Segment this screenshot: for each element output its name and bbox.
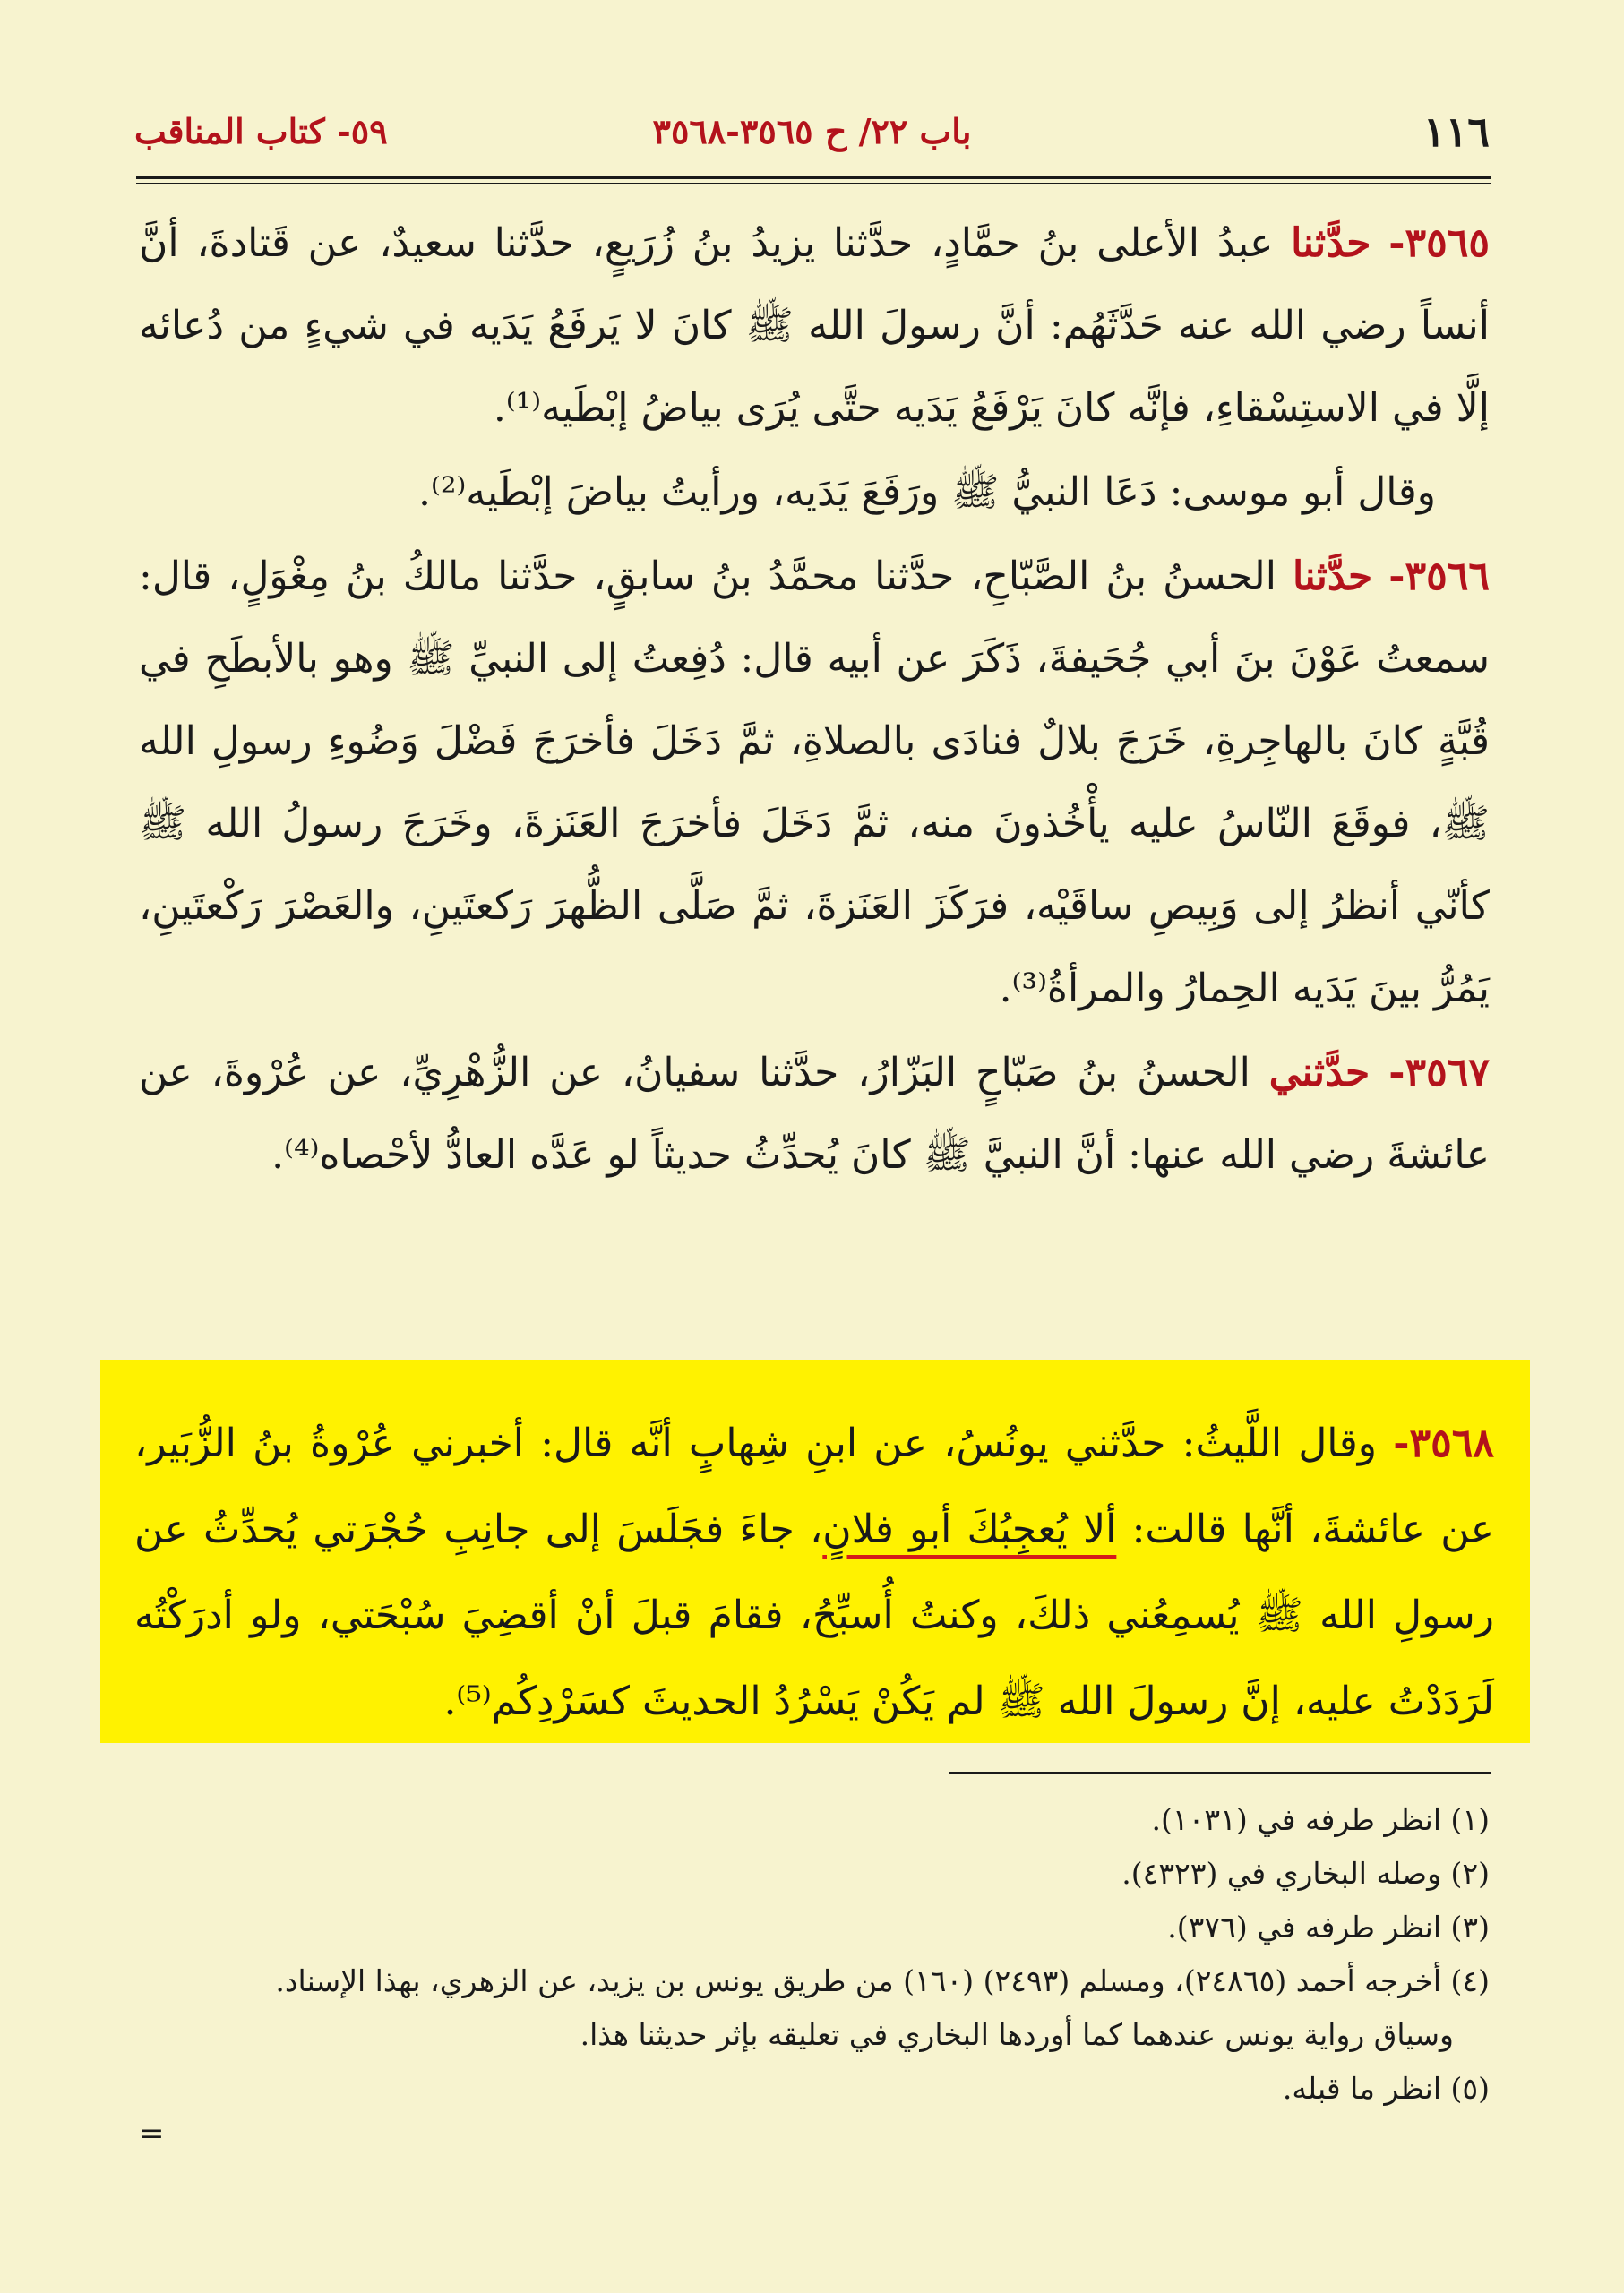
hadith-text: وقال أبو موسى: دَعَا النبيُّ ﷺ ورَفَعَ يَدَيه، ورأيتُ بياضَ إبْطَيه⁽²⁾. [418,469,1436,515]
hadith-number: ٣٥٦٥- [1388,220,1490,266]
hadith-text-before: وقال اللَّيثُ: حدَّثني يونُسُ، عن ابنِ شِهابٍ أنَّه قال: أخبرني عُرْوةُ بنُ الزُّبَير، عن عائشةَ، أنَّها قالت: [134,1421,1494,1552]
hadith-text: الحسنُ بنُ الصَّبّاحِ، حدَّثنا محمَّدُ بنُ سابقٍ، حدَّثنا مالكُ بنُ مِغْوَلٍ، قال: سمعتُ عَوْنَ بنَ أبي جُحَيفةَ، ذَكَرَ عن أبيه قال: دُفِعتُ إلى النبيِّ ﷺ وهو بالأبطَحِ في قُبَّةٍ كانَ بالهاجِرةِ، خَرَجَ بلالٌ فنادَى بالصلاةِ، ثمَّ دَخَلَ فأخرَجَ فَضْلَ وَضُوءِ رسولِ الله ﷺ، فوقَعَ النّاسُ عليه يأْخُذونَ منه، ثمَّ دَخَلَ فأخرَجَ العَنَزةَ، وخَرَجَ رسولُ الله ﷺ كأنّي أنظرُ إلى وَبِيصِ ساقَيْه، فرَكَزَ العَنَزةَ، ثمَّ صَلَّى الظُّهرَ رَكعتَينِ، والعَصْرَ رَكْعتَينِ، يَمُرُّ بينَ يَدَيه الحِمارُ والمرأةُ⁽³⁾. [139,554,1490,1011]
narration-word: حدَّثنا [1291,220,1371,266]
page-number: ١١٦ [1422,107,1490,156]
narration-word: حدَّثنا [1292,554,1373,599]
narration-word: حدَّثني [1268,1050,1371,1095]
header-rule-thin [136,183,1491,184]
hadith-3565 [139,202,1490,450]
page-header [134,107,1490,170]
main-text [139,202,1490,1198]
chapter-reference: باب ٢٢/ ح ٣٥٦٥-٣٥٦٨ [652,111,972,151]
hadith-ta-liq-abu-musa [139,451,1490,534]
footnote-4: (٤) أخرجه أحمد (٢٤٨٦٥)، ومسلم (٢٤٩٣) (١٦٠) من طريق يونس بن يزيد، عن الزهري، بهذا الإسناد. [275,1963,1490,1998]
hadith-3567 [139,1032,1490,1197]
footnote-4-continued: وسياق رواية يونس عندهما كما أوردها البخاري في تعليقه بإثر حديثنا هذا. [580,2017,1454,2052]
hadith-number: ٣٥٦٦- [1388,554,1490,599]
hadith-3566 [139,536,1490,1030]
header-rule [136,176,1491,179]
hadith-number: ٣٥٦٨- [1393,1421,1494,1466]
footnote-rule [949,1772,1491,1774]
hadith-3568 [134,1401,1494,1745]
footnote-2: (٢) وصله البخاري في (٤٣٢٣). [1121,1856,1490,1891]
hadith-text-after: ، جاءَ فجَلَسَ إلى جانِبِ حُجْرَتي يُحدِّثُ عن رسولِ الله ﷺ يُسمِعُني ذلكَ، وكنتُ أُسبِّحُ، فقامَ قبلَ أنْ أقضِيَ سُبْحَتي، ولو أدرَكْتُه لَرَدَدْتُ عليه، إنَّ رسولَ الله ﷺ لم يَكُنْ يَسْرُدُ الحديثَ كسَرْدِكُم⁽⁵⁾. [134,1507,1494,1724]
footnote-5: (٥) انظر ما قبله. [1282,2071,1490,2106]
hadith-text: عبدُ الأعلى بنُ حمَّادٍ، حدَّثنا يزيدُ بنُ زُرَيعٍ، حدَّثنا سعيدٌ، عن قَتادةَ، أنَّ أنساً رضي الله عنه حَدَّثَهُم: أنَّ رسولَ الله ﷺ كانَ لا يَرفَعُ يَدَيه في شيءٍ من دُعائه إلَّا في الاستِسْقاءِ، فإنَّه كانَ يَرْفَعُ يَدَيه حتَّى يُرَى بياضُ إبْطَيه⁽¹⁾. [139,220,1490,431]
underlined-phrase: ألا يُعجِبُكَ أبو فلانٍ [822,1507,1117,1552]
continuation-mark: = [139,2116,165,2151]
hadith-number: ٣٥٦٧- [1388,1050,1490,1095]
hadith-text: الحسنُ بنُ صَبّاحٍ البَزّارُ، حدَّثنا سفيانُ، عن الزُّهْرِيِّ، عن عُرْوةَ، عن عائشةَ رضي الله عنها: أنَّ النبيَّ ﷺ كانَ يُحدِّثُ حديثاً لو عَدَّه العادُّ لأحْصاه⁽⁴⁾. [139,1050,1490,1178]
book-title: ٥٩- كتاب المناقب [134,111,388,151]
footnote-1: (١) انظر طرفه في (١٠٣١). [1151,1802,1490,1837]
footnote-3: (٣) انظر طرفه في (٣٧٦). [1167,1910,1490,1945]
footnotes [134,1793,1490,2116]
